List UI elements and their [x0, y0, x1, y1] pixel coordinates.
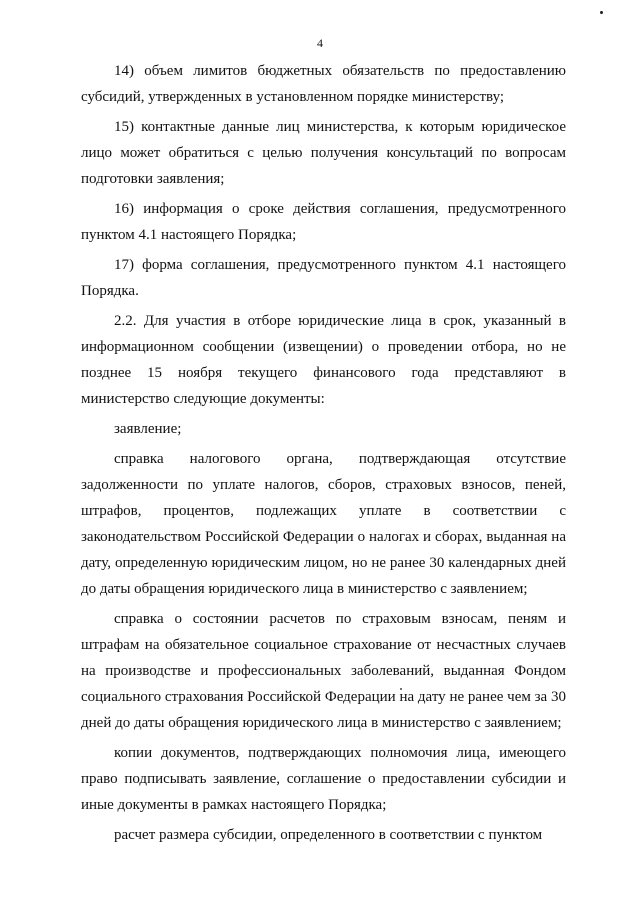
paragraph-section-2-2: 2.2. Для участия в отборе юридические лица в срок, указанный в информационном сообщении (извещении) о проведении отбора, но не позднее 15 ноября текущего финансового года представляют в министерство следующие документы:: [81, 313, 566, 407]
paragraph-item-15: 15) контактные данные лиц министерства, к которым юридическое лицо может обратиться с целью получения консультаций по вопросам подготовки заявления;: [81, 119, 566, 187]
paragraph-item-16: 16) информация о сроке действия соглашения, предусмотренного пунктом 4.1 настоящего Порядка;: [81, 201, 566, 243]
paragraph-authority-documents: копии документов, подтверждающих полномочия лица, имеющего право подписывать заявление, соглашение о предоставлении субсидии и иные документы в рамках настоящего Порядка;: [81, 745, 566, 813]
paragraph-subsidy-calculation: расчет размера субсидии, определенного в соответствии с пунктом: [114, 827, 543, 843]
scan-speck: [600, 11, 603, 14]
document-body: [81, 58, 566, 852]
paragraph-item-14: 14) объем лимитов бюджетных обязательств по предоставлению субсидий, утвержденных в установленном порядке министерству;: [81, 63, 566, 105]
paragraph-tax-certificate: справка налогового органа, подтверждающая отсутствие задолженности по уплате налогов, сборов, страховых взносов, пеней, штрафов, процентов, подлежащих уплате в соответствии с законодательством Российской Федерации о налогах и сборах, выданная на дату, определенную юридическим лицом, но не ранее 30 календарных дней до даты обращения юридического лица в министерство с заявлением;: [81, 451, 566, 597]
paragraph-item-17: 17) форма соглашения, предусмотренного пунктом 4.1 настоящего Порядка.: [81, 257, 566, 299]
paragraph-insurance-certificate: справка о состоянии расчетов по страховым взносам, пеням и штрафам на обязательное социальное страхование от несчастных случаев на производстве и профессиональных заболеваний, выданная Фондом социального страхования Российской Федерации на дату не ранее чем за 30 дней до даты обращения юридического лица в министерство с заявлением;: [81, 611, 566, 731]
paragraph-application: заявление;: [114, 421, 182, 437]
page-number: 4: [317, 36, 323, 50]
